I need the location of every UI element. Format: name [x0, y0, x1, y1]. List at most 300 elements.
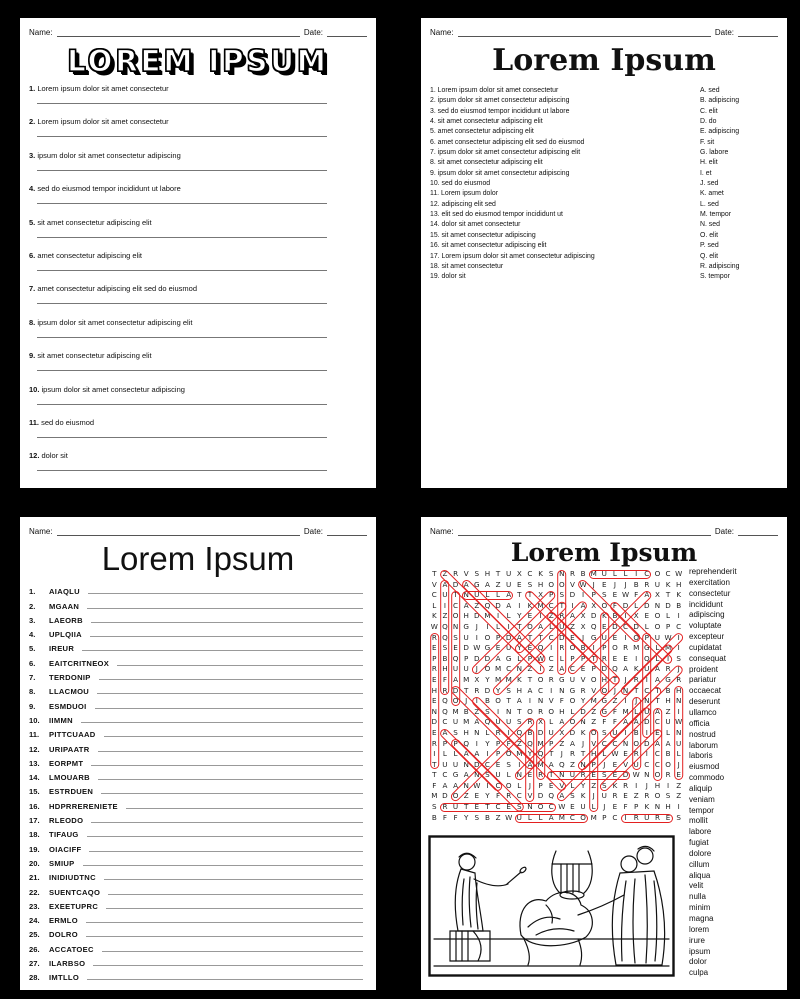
word-list-item: reprehenderit [689, 567, 737, 576]
scramble-list [29, 582, 367, 982]
grid-letter: P [453, 738, 458, 748]
matching-columns [430, 86, 778, 283]
grid-letter: J [613, 579, 616, 589]
grid-letter: Z [633, 791, 639, 801]
scramble-item [29, 653, 367, 667]
scramble-item [29, 582, 367, 596]
grid-letter: U [442, 590, 448, 600]
grid-letter: M [505, 674, 512, 684]
matching-question: 10. sed do eiusmod [430, 180, 491, 188]
scramble-item [29, 925, 367, 939]
grid-letter: Z [591, 780, 597, 790]
grid-letter: T [432, 770, 437, 780]
grid-letter: O [665, 759, 671, 769]
grid-letter: M [494, 674, 502, 684]
scramble-item [29, 668, 367, 682]
grid-letter: F [634, 590, 639, 600]
grid-letter: K [665, 579, 671, 589]
grid-letter: Z [474, 600, 480, 610]
scramble-number: 1. [29, 587, 36, 597]
grid-letter: A [474, 717, 480, 727]
grid-letter: N [559, 770, 565, 780]
grid-letter: E [495, 759, 501, 769]
answer-write-line [106, 907, 363, 909]
grid-letter: L [549, 717, 554, 727]
grid-letter: S [432, 802, 437, 812]
grid-letter: L [432, 600, 437, 610]
scramble-number: 23. [29, 901, 40, 911]
grid-letter: B [665, 685, 671, 695]
scrambled-word: HDPRRERENIETE [49, 801, 118, 811]
question-number: 9. [29, 351, 38, 361]
question-text: sit amet consectetur adipiscing elit [37, 351, 152, 361]
grid-letter: E [453, 643, 458, 653]
scramble-number: 9. [29, 701, 36, 711]
grid-letter: C [548, 653, 554, 663]
scramble-item [29, 882, 367, 896]
grid-letter: Q [548, 791, 555, 801]
grid-letter: R [580, 685, 586, 695]
grid-letter: U [569, 674, 576, 684]
grid-letter: Q [452, 653, 459, 663]
grid-letter: I [550, 643, 553, 653]
grid-letter: L [559, 653, 564, 663]
grid-letter: A [559, 791, 565, 801]
answer-write-line [95, 707, 363, 709]
grid-letter: C [431, 590, 437, 600]
grid-letter: Z [548, 611, 554, 621]
grid-letter: U [569, 770, 576, 780]
grid-letter: T [538, 632, 543, 642]
scrambled-word: SMIUP [49, 858, 75, 868]
matching-question: 12. adipiscing elit sed [430, 200, 496, 208]
scramble-item [29, 696, 367, 710]
grid-letter: S [676, 653, 681, 663]
grid-letter: S [485, 770, 490, 780]
grid-letter: T [506, 696, 511, 706]
matching-answer: G. labore [700, 149, 729, 157]
word-list-item: ullamco [689, 707, 717, 717]
word-list-item: cupidatat [689, 642, 722, 652]
grid-letter: W [537, 653, 545, 663]
grid-letter: R [431, 738, 437, 748]
matching-answer: Q. elit [700, 252, 718, 260]
answer-write-line [37, 303, 327, 304]
grid-letter: W [473, 643, 481, 653]
question-number: 7. [29, 284, 38, 294]
grid-letter: Y [485, 738, 490, 748]
grid-letter: G [484, 643, 491, 653]
grid-letter: R [527, 717, 533, 727]
word-list-item: lorem [689, 924, 710, 934]
grid-letter: T [432, 759, 437, 769]
grid-letter: H [516, 685, 523, 695]
grid-letter: D [665, 600, 671, 610]
grid-letter: O [527, 706, 533, 716]
answer-write-line [93, 964, 363, 966]
grid-letter: U [654, 579, 661, 589]
answer-circle [653, 708, 662, 781]
grid-letter: U [644, 812, 650, 822]
grid-letter: P [602, 643, 607, 653]
grid-letter: N [580, 759, 586, 769]
grid-letter: Z [676, 791, 682, 801]
grid-letter: D [622, 600, 629, 610]
grid-letter: Z [569, 621, 575, 631]
grid-letter: D [537, 727, 544, 737]
grid-letter: C [644, 685, 650, 695]
grid-letter: P [591, 759, 596, 769]
matching-question: 15. sit amet consectetur adipiscing [430, 231, 536, 239]
scrambled-word: UPLQIIA [49, 630, 82, 640]
word-list-item: consectetur [689, 588, 731, 598]
grid-letter: Y [517, 611, 522, 621]
grid-letter: T [633, 685, 639, 695]
grid-letter: X [580, 621, 586, 631]
grid-letter: P [580, 653, 586, 663]
grid-letter: Q [442, 696, 448, 706]
grid-letter: P [432, 653, 437, 663]
grid-letter: C [654, 717, 660, 727]
grid-letter: R [612, 791, 618, 801]
grid-letter: Z [474, 706, 480, 716]
name-write-line [57, 526, 300, 536]
grid-letter: Z [527, 664, 533, 674]
word-list-item: aliqua [689, 870, 711, 880]
date-label: Date: [714, 527, 734, 536]
grid-letter: D [452, 579, 459, 589]
grid-letter: T [463, 802, 469, 812]
grid-letter: T [527, 590, 533, 600]
grid-letter: O [654, 611, 661, 621]
answer-write-line [117, 664, 363, 666]
question-item [29, 418, 367, 451]
grid-letter: I [507, 621, 510, 631]
scrambled-word: PITTCUAAD [49, 730, 96, 740]
grid-letter: I [518, 600, 521, 610]
question-text: sed do eiusmod tempor incididunt ut labore [37, 184, 181, 194]
grid-letter: R [654, 812, 660, 822]
scrambled-word: LAEORB [49, 615, 83, 625]
grid-letter: E [612, 770, 618, 780]
grid-letter: U [506, 717, 512, 727]
grid-letter: E [612, 590, 618, 600]
page-title: Lorem Ipsum [101, 540, 295, 577]
answer-write-line [126, 807, 363, 809]
grid-letter: N [580, 717, 586, 727]
scramble-item [29, 782, 367, 796]
grid-letter: B [463, 706, 469, 716]
grid-letter: N [654, 802, 661, 812]
grid-letter: W [622, 590, 630, 600]
grid-letter: O [484, 632, 491, 642]
grid-letter: I [475, 696, 478, 706]
grid-letter: L [676, 749, 681, 759]
grid-letter: T [527, 632, 533, 642]
answer-circle [515, 814, 588, 823]
grid-letter: A [516, 696, 522, 706]
grid-letter: R [633, 674, 639, 684]
grid-letter: D [601, 664, 608, 674]
grid-letter: A [463, 579, 469, 589]
answer-write-line [89, 850, 363, 852]
matching-answer: M. tempor [700, 211, 732, 219]
grid-letter: W [473, 780, 481, 790]
question-list [29, 84, 367, 485]
grid-letter: T [548, 749, 554, 759]
grid-letter: D [431, 717, 438, 727]
scramble-item [29, 825, 367, 839]
grid-letter: J [645, 780, 648, 790]
grid-letter: U [506, 579, 512, 589]
word-list-item: magna [689, 914, 714, 923]
grid-letter: P [634, 802, 639, 812]
grid-letter: P [665, 621, 671, 631]
answer-write-line [37, 136, 327, 137]
grid-letter: H [442, 664, 448, 674]
grid-letter: O [569, 643, 576, 653]
scramble-item [29, 725, 367, 739]
scramble-number: 5. [29, 644, 36, 654]
grid-letter: W [632, 770, 640, 780]
name-label: Name: [430, 28, 454, 37]
matching-question: 14. dolor sit amet consectetur [430, 221, 521, 229]
grid-letter: H [590, 749, 597, 759]
grid-letter: A [569, 611, 575, 621]
grid-letter: A [495, 653, 501, 663]
grid-letter: C [644, 569, 650, 578]
grid-letter: A [474, 749, 480, 759]
grid-letter: X [538, 590, 544, 600]
grid-letter: H [484, 569, 491, 578]
grid-letter: I [518, 759, 521, 769]
matching-question: 19. dolor sit [430, 273, 466, 281]
grid-letter: K [527, 600, 533, 610]
answer-write-line [37, 337, 327, 338]
grid-letter: W [579, 579, 587, 589]
grid-letter: B [442, 653, 448, 663]
scrambled-word: ERMLO [49, 916, 78, 926]
matching-answer: C. elit [700, 107, 718, 115]
grid-letter: I [507, 727, 510, 737]
question-text: sed do eiusmod [41, 417, 95, 427]
grid-letter: I [677, 632, 680, 642]
grid-letter: U [452, 717, 459, 727]
grid-letter: L [644, 621, 649, 631]
question-number: 4. [29, 184, 38, 194]
grid-letter: U [463, 664, 469, 674]
scramble-item [29, 754, 367, 768]
grid-letter: R [665, 664, 671, 674]
grid-letter: A [484, 579, 490, 589]
grid-letter: N [463, 780, 469, 790]
matching-question: 9. ipsum dolor sit amet consectetur adipiscing [430, 169, 570, 177]
grid-letter: M [452, 706, 459, 716]
grid-letter: O [558, 579, 565, 589]
grid-letter: Z [442, 569, 448, 578]
matching-question: 13. elit sed do eiusmod tempor incididunt ut [430, 211, 563, 219]
grid-letter: V [569, 579, 575, 589]
grid-letter: N [644, 696, 650, 706]
grid-letter: S [570, 791, 575, 801]
grid-letter: W [664, 632, 672, 642]
date-label: Date: [303, 527, 323, 536]
grid-letter: I [539, 611, 542, 621]
grid-letter: T [485, 802, 490, 812]
grid-letter: A [623, 717, 629, 727]
grid-letter: Q [590, 621, 597, 631]
grid-letter: R [538, 770, 544, 780]
answer-write-line [91, 764, 363, 766]
grid-letter: U [495, 717, 501, 727]
grid-letter: U [506, 569, 512, 578]
grid-letter: C [654, 759, 660, 769]
grid-letter: C [548, 632, 554, 642]
grid-letter: N [431, 706, 437, 716]
grid-letter: I [550, 685, 553, 695]
matching-question: 18. sit amet consectetur [430, 262, 504, 270]
grid-letter: O [537, 802, 544, 812]
grid-letter: A [527, 685, 533, 695]
grid-letter: V [591, 738, 597, 748]
grid-letter: O [590, 727, 597, 737]
grid-letter: L [506, 611, 511, 621]
grid-letter: Y [527, 749, 533, 759]
question-number: 2. [29, 117, 38, 127]
grid-letter: U [495, 770, 501, 780]
grid-letter: I [433, 749, 436, 759]
scramble-number: 8. [29, 687, 36, 697]
grid-letter: Z [612, 696, 618, 706]
grid-letter: G [601, 706, 608, 716]
grid-letter: E [623, 653, 628, 663]
grid-letter: C [676, 621, 682, 631]
grid-letter: J [624, 674, 627, 684]
grid-letter: Q [537, 643, 544, 653]
grid-letter: G [505, 653, 512, 663]
scrambled-word: OIACIFF [49, 844, 82, 854]
grid-letter: Q [463, 738, 470, 748]
question-text: Lorem ipsum dolor sit amet consectetur [37, 84, 169, 93]
grid-letter: H [559, 706, 565, 716]
question-number: 11. [29, 417, 42, 427]
answer-circle [589, 570, 651, 579]
grid-letter: L [538, 812, 543, 822]
grid-letter: E [548, 780, 554, 790]
grid-letter: O [548, 579, 555, 589]
grid-letter: N [474, 727, 480, 737]
date-label: Date: [303, 28, 323, 37]
scramble-number: 26. [29, 944, 40, 954]
grid-letter: Q [558, 759, 565, 769]
scramble-item [29, 911, 367, 925]
grid-letter: T [591, 653, 596, 663]
grid-letter: K [516, 674, 522, 684]
grid-letter: E [623, 791, 628, 801]
grid-letter: B [580, 643, 586, 653]
grid-letter: I [645, 749, 648, 759]
date-write-line [327, 526, 367, 536]
grid-letter: N [559, 569, 565, 578]
answer-write-line [91, 821, 363, 823]
grid-letter: U [676, 738, 682, 748]
grid-letter: E [474, 791, 480, 801]
grid-letter: R [474, 685, 480, 695]
matching-answer: N. sed [700, 221, 720, 229]
grid-letter: J [582, 632, 585, 642]
grid-letter: S [453, 727, 458, 737]
grid-letter: B [665, 749, 671, 759]
grid-letter: A [453, 674, 459, 684]
grid-letter: A [463, 600, 469, 610]
scramble-number: 16. [29, 801, 40, 811]
grid-letter: D [474, 653, 480, 663]
page-title: LOREM IPSUM [67, 44, 329, 78]
question-number: 5. [29, 217, 38, 227]
scrambled-word: DOLRO [49, 930, 78, 940]
grid-letter: M [590, 569, 597, 578]
word-list-item: exercitation [689, 577, 730, 587]
word-list-item: labore [689, 827, 712, 837]
grid-letter: P [549, 590, 554, 600]
grid-letter: D [474, 759, 480, 769]
grid-letter: Z [676, 780, 682, 790]
grid-letter: J [475, 621, 478, 631]
grid-letter: V [431, 579, 437, 589]
grid-letter: I [624, 727, 627, 737]
grid-letter: T [655, 685, 660, 695]
matching-question: 5. amet consectetur adipiscing elit [430, 128, 534, 136]
question-column [430, 86, 700, 283]
word-list-item: laborum [689, 740, 718, 750]
grid-letter: R [601, 653, 607, 663]
scramble-item [29, 768, 367, 782]
grid-letter: R [495, 727, 501, 737]
page-title: Lorem Ipsum [492, 43, 716, 78]
scramble-number: 27. [29, 959, 40, 969]
grid-letter: P [495, 738, 501, 748]
grid-letter: H [654, 780, 661, 790]
grid-letter: J [475, 664, 478, 674]
grid-letter: N [622, 685, 629, 695]
word-list-item: dolore [689, 848, 712, 858]
answer-write-line [97, 692, 363, 694]
answer-circle [430, 633, 439, 769]
word-list-item: irure [689, 935, 706, 945]
grid-letter: X [633, 611, 639, 621]
grid-letter: D [505, 632, 512, 642]
grid-letter: B [484, 812, 490, 822]
scramble-number: 12. [29, 744, 40, 754]
matching-answer: H. elit [700, 159, 718, 167]
grid-letter: E [655, 727, 660, 737]
grid-letter: S [602, 770, 607, 780]
grid-letter: R [431, 632, 437, 642]
grid-letter: V [591, 685, 597, 695]
grid-letter: U [601, 791, 607, 801]
answer-circle [621, 814, 673, 823]
answer-write-line [37, 370, 327, 371]
scramble-item [29, 939, 367, 953]
grid-letter: B [676, 600, 682, 610]
grid-letter: E [602, 579, 607, 589]
grid-letter: F [602, 717, 607, 727]
scramble-number: 17. [29, 816, 40, 826]
answer-write-line [81, 721, 363, 723]
word-list-item: pariatur [689, 675, 717, 685]
grid-letter: G [452, 770, 459, 780]
grid-letter: S [442, 643, 448, 653]
